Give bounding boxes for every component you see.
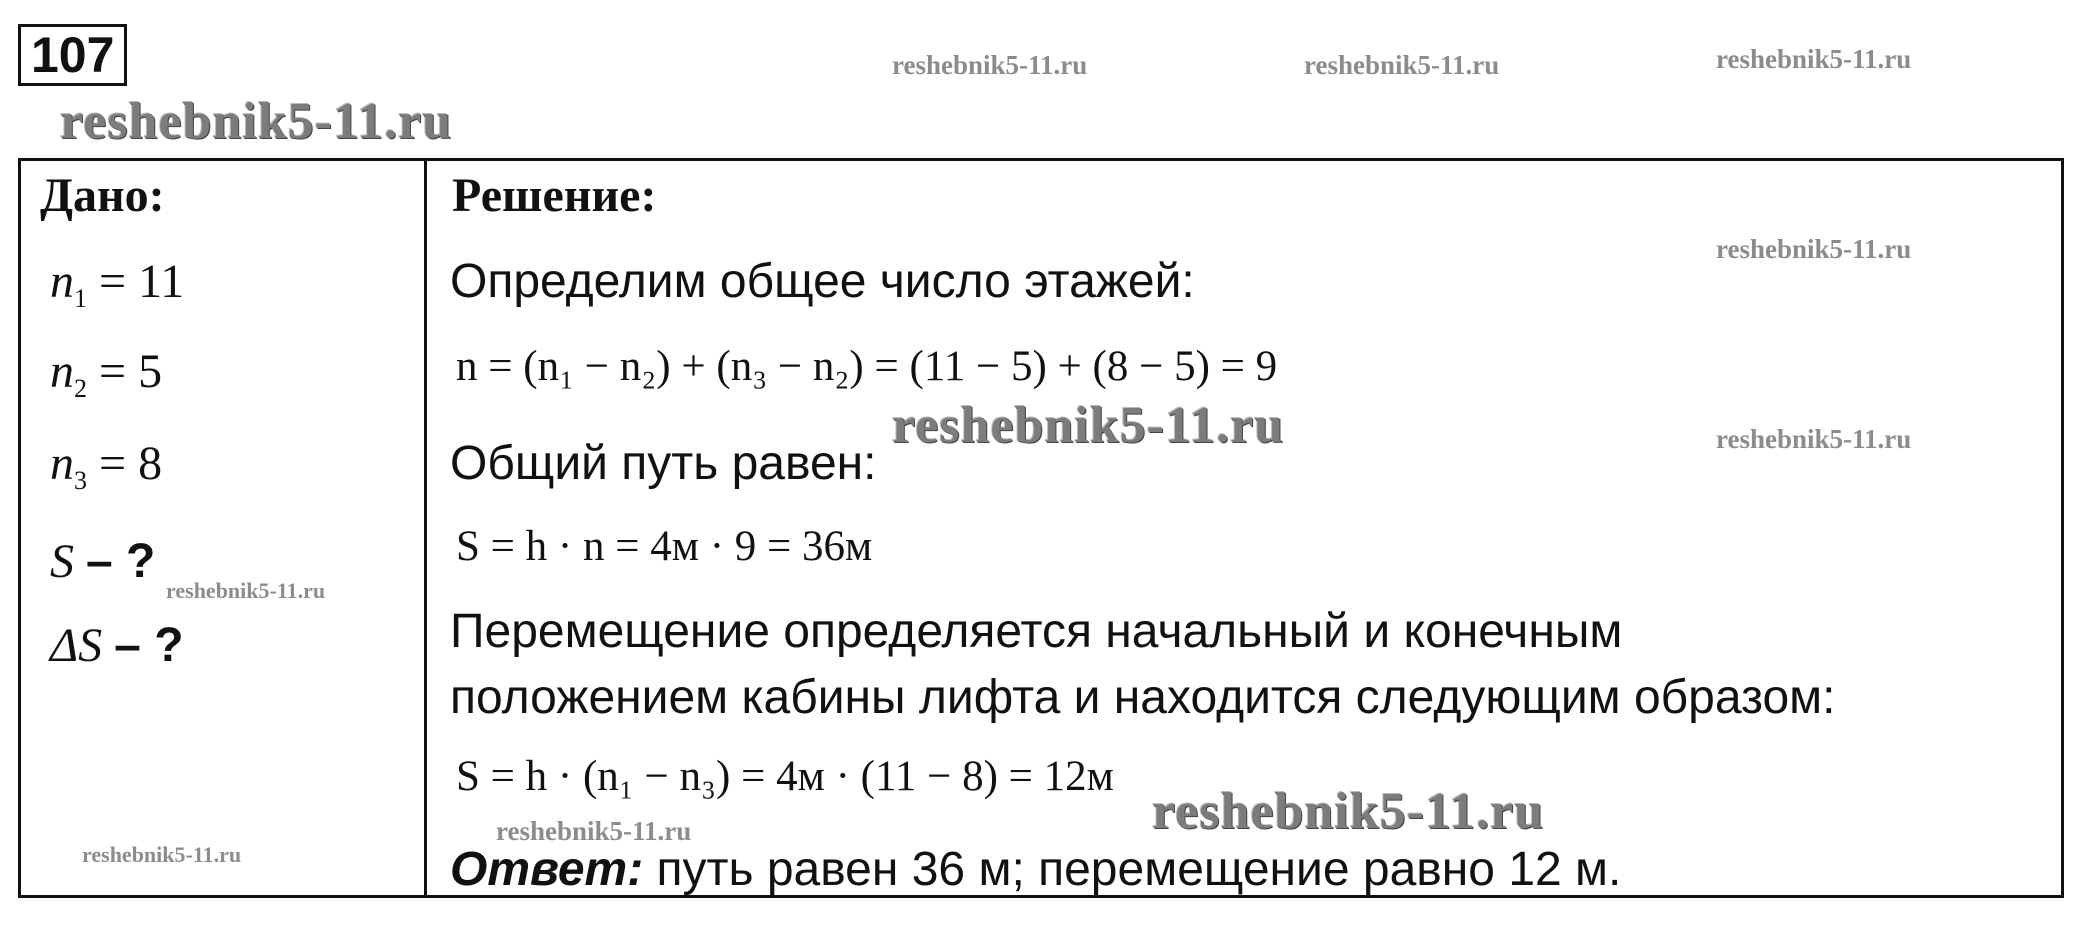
unknown-displacement: ΔS – ? (50, 619, 184, 672)
unknown-path: S – ? (50, 535, 156, 588)
given-n2: $n_2 = 5$ (50, 345, 163, 403)
answer-label: Ответ: (450, 843, 644, 896)
watermark: reshebnik5-11.ru (166, 578, 326, 603)
formula-path: S = h · n = 4м · 9 = 36м (456, 523, 873, 570)
answer (450, 842, 1621, 897)
formula-displacement: S = h · (n₁ − n₃) = 4м · (11 − 8) = 12м (456, 753, 1114, 800)
answer-text: путь равен 36 м; перемещение равно 12 м. (643, 843, 1622, 896)
step2-text: Общий путь равен: (450, 437, 877, 490)
watermark: reshebnik5-11.ru (1716, 44, 1912, 74)
step1-text: Определим общее число этажей: (450, 255, 1195, 308)
watermark: reshebnik5-11.ru (1304, 50, 1500, 80)
watermark: reshebnik5-11.ru (496, 816, 692, 846)
solution-title: Решение: (452, 169, 657, 222)
watermark: reshebnik5-11.ru (60, 93, 453, 150)
step3-text-line1: Перемещение определяется начальный и конечным (450, 605, 1623, 658)
given-n3: $n_3 = 8$ (50, 437, 163, 495)
problem-number: 107 (18, 24, 127, 86)
watermark: reshebnik5-11.ru (1716, 424, 1912, 454)
given-title: Дано: (40, 169, 165, 222)
formula-floors: n = (n₁ − n₂) + (n₃ − n₂) = (11 − 5) + (8 − 5) = 9 (456, 343, 1278, 390)
given-n1: $n_1 = 11$ (50, 255, 185, 313)
watermark: reshebnik5-11.ru (82, 842, 242, 867)
watermark: reshebnik5-11.ru (892, 50, 1088, 80)
watermark: reshebnik5-11.ru (1716, 234, 1912, 264)
column-divider (424, 158, 427, 898)
step3-text-line2: положением кабины лифта и находится следующим образом: (450, 671, 1836, 724)
watermark: reshebnik5-11.ru (1152, 783, 1545, 840)
watermark: reshebnik5-11.ru (892, 397, 1285, 454)
